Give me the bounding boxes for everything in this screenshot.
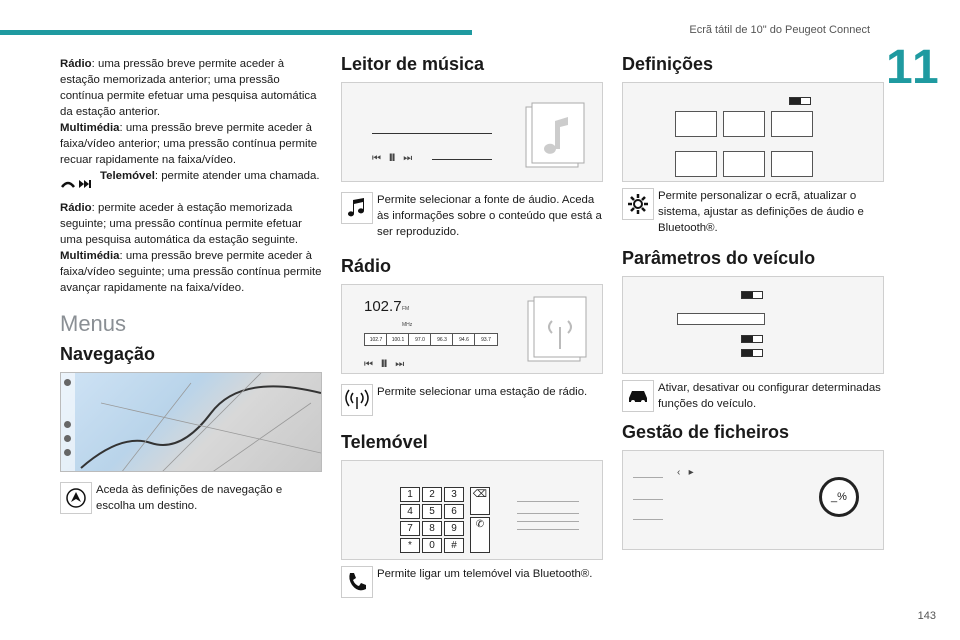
settings-toggle[interactable] <box>789 97 811 105</box>
keypad-key[interactable]: 0 <box>422 538 442 553</box>
page-number: 143 <box>917 610 936 622</box>
nav-desc-row <box>60 482 322 514</box>
radio-desc-row <box>341 384 603 416</box>
vehicle-toggle[interactable] <box>741 349 763 357</box>
keypad-key[interactable]: 8 <box>422 521 442 536</box>
antenna-icon <box>524 293 594 368</box>
column-2 <box>341 56 603 598</box>
files-screen <box>622 450 884 550</box>
navigation-map-screen <box>60 372 322 472</box>
radio-icon <box>341 384 373 416</box>
radio-description: Permite selecionar uma estação de rádio. <box>377 386 588 398</box>
vehicle-toggle[interactable] <box>741 335 763 343</box>
settings-description: Permite personalizar o ecrã, atualizar o sistema, ajustar as definições de áudio e Bluetooth®. <box>658 190 864 234</box>
paragraph: Multimédia: uma pressão breve permite aceder à faixa/vídeo anterior; uma pressão contínua permite recuar rapidamente na faixa/vídeo. <box>60 122 318 166</box>
preset-button[interactable]: 94.6 <box>452 333 476 346</box>
settings-heading: Definições <box>622 54 714 74</box>
phone-heading: Telemóvel <box>341 432 428 452</box>
music-desc-row <box>341 192 603 240</box>
keypad-key[interactable]: 4 <box>400 504 420 519</box>
vehicle-toggle[interactable] <box>741 291 763 299</box>
car-icon <box>622 380 654 412</box>
progress-indicator: _% <box>819 477 859 517</box>
keypad-key[interactable]: 1 <box>400 487 420 502</box>
vehicle-heading: Parâmetros do veículo <box>622 248 816 268</box>
backspace-icon[interactable]: ⌫ <box>470 487 490 515</box>
phone-next-icon <box>60 168 96 200</box>
keypad-key[interactable]: 5 <box>422 504 442 519</box>
vehicle-description: Ativar, desativar ou configurar determinadas funções do veículo. <box>658 382 881 410</box>
back-icon[interactable]: ‹ ▸ <box>677 467 694 478</box>
settings-tile[interactable] <box>675 151 717 177</box>
phone-desc-row <box>341 566 603 598</box>
music-icon <box>341 192 373 224</box>
column-3 <box>622 56 884 550</box>
phone-answer-row: Telemóvel: permite atender uma chamada. <box>60 168 322 200</box>
preset-button[interactable]: 97.0 <box>408 333 432 346</box>
chapter-number: 11 <box>886 41 941 94</box>
phone-description: Permite ligar um telemóvel via Bluetooth®. <box>377 568 593 580</box>
phone-icon <box>341 566 373 598</box>
music-heading: Leitor de música <box>341 54 485 74</box>
keypad-key[interactable]: * <box>400 538 420 553</box>
music-note-icon <box>522 99 592 174</box>
settings-tile[interactable] <box>771 151 813 177</box>
menus-heading: Menus <box>60 311 127 336</box>
keypad-key[interactable]: 3 <box>444 487 464 502</box>
prev-icon: ⏮ ❙❙ ⏭ <box>372 153 413 164</box>
settings-desc-row <box>622 188 884 236</box>
music-description: Permite selecionar a fonte de áudio. Aceda às informações sobre o conteúdo que está a ser reproduzido. <box>377 194 602 238</box>
preset-button[interactable]: 93.7 <box>474 333 498 346</box>
nav-description: Aceda às definições de navegação e escolha um destino. <box>96 484 283 512</box>
paragraph: Multimédia: uma pressão breve permite aceder à faixa/vídeo seguinte; uma pressão contínua permite avançar rapidamente na faixa/vídeo. <box>60 250 322 294</box>
settings-tile[interactable] <box>675 111 717 137</box>
paragraph: Rádio: permite aceder à estação memorizada seguinte; uma pressão contínua permite efetuar uma pesquisa automática da estação seguinte. <box>60 202 302 246</box>
radio-unit: FM MHz <box>402 306 413 328</box>
call-icon[interactable]: ✆ <box>470 517 490 553</box>
keypad-key[interactable]: # <box>444 538 464 553</box>
preset-button[interactable]: 100.1 <box>386 333 410 346</box>
navigation-icon <box>60 482 92 514</box>
files-heading: Gestão de ficheiros <box>622 422 790 442</box>
preset-button[interactable]: 102.7 <box>364 333 388 346</box>
vehicle-selector[interactable] <box>677 313 765 325</box>
keypad-key[interactable]: 7 <box>400 521 420 536</box>
settings-tile[interactable] <box>771 111 813 137</box>
radio-heading: Rádio <box>341 256 392 276</box>
column-1 <box>60 56 322 514</box>
music-player-screen <box>341 82 603 182</box>
paragraph: Rádio: uma pressão breve permite aceder à estação memorizada anterior; uma pressão contínua permite efetuar uma pesquisa automática da estação anterior. <box>60 58 317 118</box>
settings-tile[interactable] <box>723 151 765 177</box>
keypad-key[interactable]: 2 <box>422 487 442 502</box>
header-title: Ecrã tátil de 10" do Peugeot Connect <box>689 24 870 36</box>
settings-tile[interactable] <box>723 111 765 137</box>
nav-heading: Navegação <box>60 344 156 364</box>
gear-icon <box>622 188 654 220</box>
radio-frequency: 102.7 <box>364 298 402 315</box>
radio-controls: ⏮ ❙❙ ⏭ <box>364 359 405 370</box>
radio-screen <box>341 284 603 374</box>
keypad-key[interactable]: 6 <box>444 504 464 519</box>
vehicle-desc-row <box>622 380 884 412</box>
keypad-key[interactable]: 9 <box>444 521 464 536</box>
settings-screen <box>622 82 884 182</box>
preset-button[interactable]: 96.3 <box>430 333 454 346</box>
vehicle-screen <box>622 276 884 374</box>
phone-screen <box>341 460 603 560</box>
